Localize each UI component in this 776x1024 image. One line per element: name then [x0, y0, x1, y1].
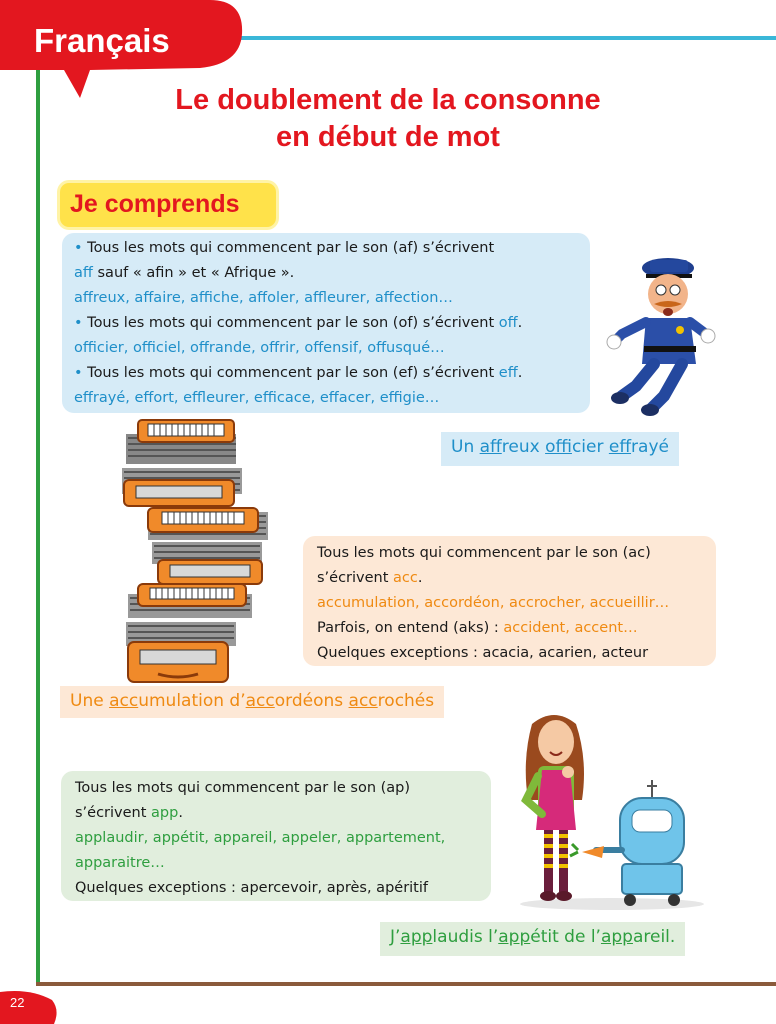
underlined-letters: acc [245, 691, 275, 711]
rule-text: . [178, 805, 183, 821]
bullet: • [74, 240, 83, 256]
rule-text: Parfois, on entend (aks) : [317, 620, 504, 636]
rule-text: Tous les mots qui commencent par le son (af) s’écrivent [82, 240, 495, 256]
rule-key: acc [393, 570, 418, 586]
rule-line [74, 311, 590, 336]
page-title-line-1: Le doublement de la consonne [175, 84, 601, 116]
example-sentence-af [441, 432, 679, 466]
rule-key: accident, accent… [503, 620, 638, 636]
rule-line [317, 566, 716, 591]
bottom-rule [36, 982, 776, 986]
rule-line [74, 361, 590, 386]
rule-text: Tous les mots qui commencent par le son (ef) s’écrivent [82, 365, 499, 381]
sentence-part: reux [501, 437, 546, 457]
sentence-part: rochés [377, 691, 435, 711]
rule-key: off [498, 315, 518, 331]
rule-text: . [517, 365, 523, 381]
underlined-letters: app [498, 927, 531, 947]
top-rule [230, 36, 776, 40]
examples-line: applaudir, appétit, appareil, appeler, appartement, [75, 830, 446, 846]
examples-line: affreux, affaire, affiche, affoler, affleurer, affection… [74, 290, 453, 306]
section-label: Je comprends [70, 190, 240, 218]
rule-text: s’écrivent [75, 805, 152, 821]
policeman-illustration [606, 246, 716, 416]
left-margin-rule [36, 64, 40, 984]
examples-line: apparaitre… [75, 855, 165, 871]
rule-line [75, 801, 491, 826]
subject-label: Français [34, 22, 170, 59]
examples-line: effrayé, effort, effleurer, efficace, effacer, effigie… [74, 390, 440, 406]
underlined-letters: acc [109, 691, 139, 711]
bullet: • [74, 365, 83, 381]
sentence-part: Un [451, 437, 480, 457]
example-sentence-ac [60, 686, 444, 718]
rule-text: Tous les mots qui commencent par le son (of) s’écrivent [82, 315, 499, 331]
page-title [80, 82, 696, 156]
girl-and-robot-illustration [512, 700, 712, 912]
rule-box-ap [61, 771, 491, 901]
rule-text: s’écrivent [317, 570, 394, 586]
sentence-part: rayé [631, 437, 669, 457]
underlined-letters: eff [608, 437, 632, 457]
underlined-letters: off [545, 437, 572, 457]
examples-line: accumulation, accordéon, accrocher, accueillir… [317, 595, 670, 611]
section-label-box [60, 183, 276, 227]
underlined-letters: acc [348, 691, 378, 711]
bullet: • [74, 315, 83, 331]
rule-box-af-of-ef [62, 233, 590, 413]
rule-box-ac [303, 536, 716, 666]
rule-line [74, 261, 590, 286]
sentence-part: étit de l’ [530, 927, 601, 947]
rule-key: aff [74, 265, 93, 281]
rule-text: . [517, 315, 523, 331]
underlined-letters: aff [479, 437, 502, 457]
rule-text: . [417, 570, 423, 586]
rule-line [74, 236, 590, 261]
underlined-letters: app [400, 927, 433, 947]
sentence-part: J’ [390, 927, 401, 947]
underlined-letters: app [600, 927, 633, 947]
sentence-part: laudis l’ [432, 927, 499, 947]
sentence-part: areil. [632, 927, 676, 947]
page-title-line-2: en début de mot [276, 121, 500, 153]
rule-line: Tous les mots qui commencent par le son (ac) [317, 545, 651, 561]
examples-line: officier, officiel, offrande, offrir, offensif, offusqué… [74, 340, 445, 356]
exceptions-line: Quelques exceptions : acacia, acarien, acteur [317, 645, 649, 661]
rule-key: eff [498, 365, 518, 381]
accordions-illustration [118, 418, 278, 688]
rule-line: Tous les mots qui commencent par le son (ap) [75, 780, 411, 796]
rule-line [317, 616, 716, 641]
rule-text: sauf « afin » et « Afrique ». [92, 265, 295, 281]
rule-key: app [151, 805, 179, 821]
exceptions-line: Quelques exceptions : apercevoir, après, apéritif [75, 880, 429, 896]
sentence-part: icier [571, 437, 609, 457]
sentence-part: ordéons [274, 691, 349, 711]
page-number-badge [0, 990, 58, 1024]
sentence-part: Une [70, 691, 110, 711]
sentence-part: umulation d’ [138, 691, 246, 711]
page-number: 22 [10, 995, 25, 1010]
example-sentence-ap [380, 922, 685, 956]
